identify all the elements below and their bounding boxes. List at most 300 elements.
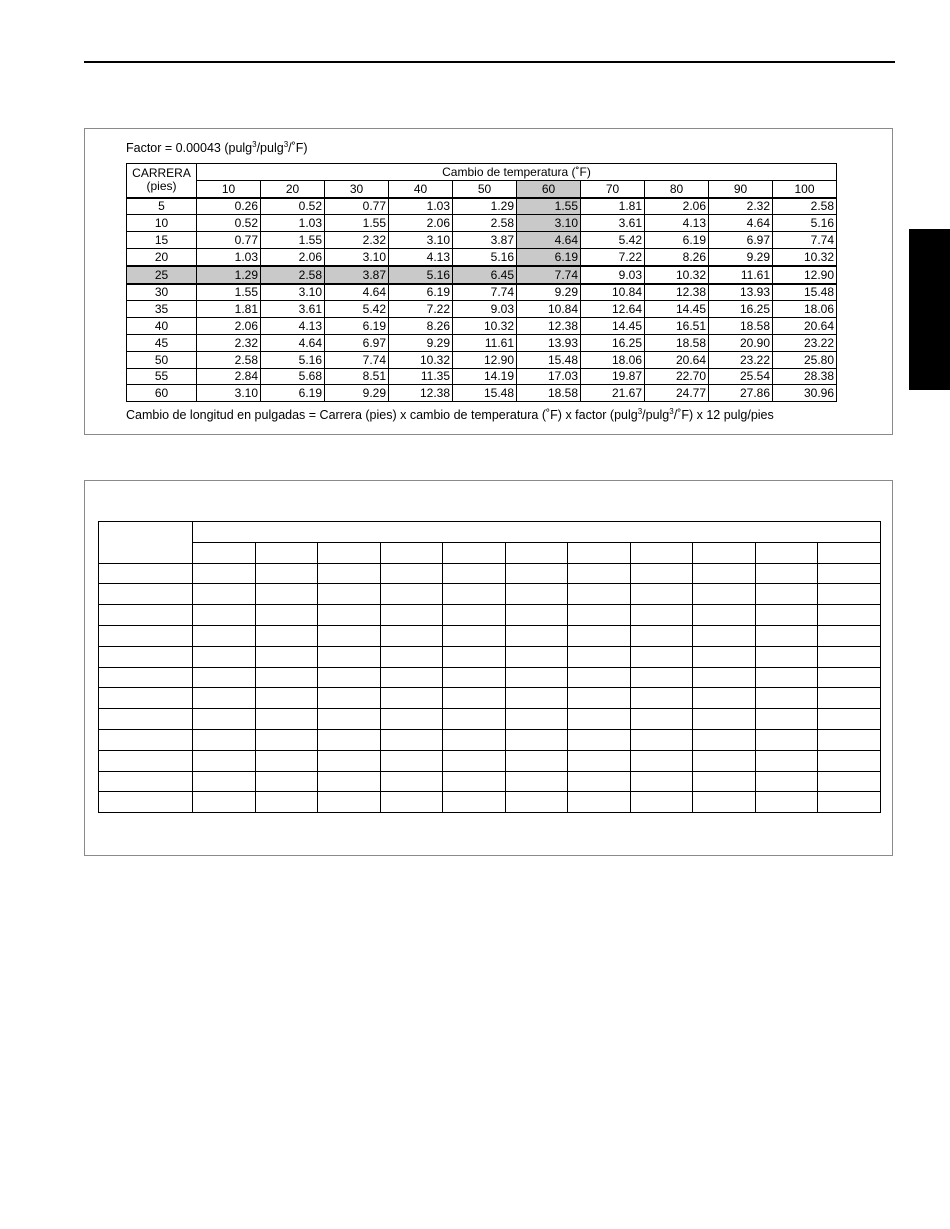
blank-cell	[380, 625, 443, 646]
value-cell: 9.03	[453, 301, 517, 318]
value-cell: 11.35	[389, 368, 453, 385]
value-cell: 12.64	[581, 301, 645, 318]
table-row	[127, 248, 837, 265]
blank-cell	[568, 667, 631, 688]
value-cell: 2.32	[709, 198, 773, 215]
blank-row	[99, 709, 881, 730]
blank-cell	[380, 709, 443, 730]
value-cell: 3.87	[325, 266, 389, 284]
value-cell: 10.32	[389, 351, 453, 368]
value-cell: 13.93	[517, 334, 581, 351]
value-cell: 10.32	[645, 266, 709, 284]
blank-cell	[630, 563, 693, 584]
value-cell: 2.58	[197, 351, 261, 368]
blank-cell	[443, 563, 506, 584]
temp-column-header: 90	[709, 180, 773, 197]
value-cell: 10.84	[581, 284, 645, 301]
blank-cell	[99, 605, 193, 626]
table-row	[127, 215, 837, 232]
blank-cell	[443, 646, 506, 667]
blank-row	[99, 688, 881, 709]
blank-cell	[99, 646, 193, 667]
table-row	[127, 284, 837, 301]
value-cell: 9.03	[581, 266, 645, 284]
carrera-value: 10	[127, 215, 197, 232]
temperature-change-header: Cambio de temperatura (˚F)	[197, 164, 837, 181]
blank-cell	[568, 771, 631, 792]
blank-cell	[318, 584, 381, 605]
blank-row	[99, 584, 881, 605]
formula-note: Cambio de longitud en pulgadas = Carrera (pies) x cambio de temperatura (˚F) x factor (pulg$^3$/pulg$^3$/˚F) x 12 pulg/pies	[126, 407, 774, 422]
value-cell: 11.61	[709, 266, 773, 284]
blank-row	[99, 625, 881, 646]
value-cell: 5.16	[773, 215, 837, 232]
blank-cell	[255, 584, 318, 605]
value-cell: 4.64	[325, 284, 389, 301]
value-cell: 2.84	[197, 368, 261, 385]
value-cell: 6.19	[261, 385, 325, 402]
blank-cell	[630, 709, 693, 730]
value-cell: 1.81	[197, 301, 261, 318]
blank-cell	[255, 646, 318, 667]
blank-row	[99, 792, 881, 813]
blank-cell	[255, 667, 318, 688]
blank-cell	[630, 771, 693, 792]
section-tab-marker	[909, 229, 950, 390]
blank-cell	[755, 667, 818, 688]
thermal-expansion-table	[126, 163, 837, 402]
blank-cell	[318, 667, 381, 688]
blank-cell	[693, 792, 756, 813]
blank-cell	[630, 584, 693, 605]
value-cell: 7.22	[581, 248, 645, 265]
blank-cell	[818, 750, 881, 771]
blank-row	[99, 667, 881, 688]
table-row	[127, 198, 837, 215]
blank-cell	[380, 792, 443, 813]
carrera-value: 25	[127, 266, 197, 284]
blank-cell	[505, 771, 568, 792]
value-cell: 5.16	[453, 248, 517, 265]
blank-cell	[99, 750, 193, 771]
blank-cell	[693, 646, 756, 667]
value-cell: 1.81	[581, 198, 645, 215]
value-cell: 9.29	[389, 334, 453, 351]
value-cell: 11.61	[453, 334, 517, 351]
blank-cell	[755, 625, 818, 646]
value-cell: 1.55	[325, 215, 389, 232]
blank-cell	[630, 667, 693, 688]
value-cell: 1.03	[389, 198, 453, 215]
value-cell: 6.19	[325, 318, 389, 335]
value-cell: 6.19	[389, 284, 453, 301]
value-cell: 18.58	[709, 318, 773, 335]
blank-cell	[818, 667, 881, 688]
blank-cell	[755, 688, 818, 709]
blank-cell	[818, 709, 881, 730]
blank-cell	[380, 729, 443, 750]
value-cell: 25.80	[773, 351, 837, 368]
carrera-value: 55	[127, 368, 197, 385]
blank-cell	[318, 709, 381, 730]
table-row	[127, 351, 837, 368]
value-cell: 1.03	[197, 248, 261, 265]
value-cell: 7.74	[517, 266, 581, 284]
value-cell: 16.25	[709, 301, 773, 318]
carrera-value: 35	[127, 301, 197, 318]
blank-cell	[693, 605, 756, 626]
value-cell: 22.70	[645, 368, 709, 385]
blank-cell	[693, 584, 756, 605]
blank-cell	[755, 792, 818, 813]
table-row	[127, 266, 837, 284]
value-cell: 18.06	[773, 301, 837, 318]
value-cell: 5.42	[325, 301, 389, 318]
blank-cell	[193, 792, 256, 813]
blank-cell	[443, 625, 506, 646]
temp-column-header: 70	[581, 180, 645, 197]
blank-cell	[818, 771, 881, 792]
blank-cell	[630, 792, 693, 813]
value-cell: 0.52	[197, 215, 261, 232]
blank-cell	[255, 792, 318, 813]
blank-cell	[443, 792, 506, 813]
blank-cell	[255, 771, 318, 792]
value-cell: 2.32	[325, 232, 389, 249]
blank-cell	[568, 563, 631, 584]
value-cell: 3.10	[261, 284, 325, 301]
temp-column-header: 40	[389, 180, 453, 197]
value-cell: 27.86	[709, 385, 773, 402]
blank-cell	[818, 563, 881, 584]
value-cell: 12.90	[773, 266, 837, 284]
blank-cell	[505, 729, 568, 750]
blank-cell	[380, 667, 443, 688]
blank-cell	[318, 625, 381, 646]
blank-cell	[755, 729, 818, 750]
value-cell: 12.38	[517, 318, 581, 335]
blank-cell	[193, 709, 256, 730]
blank-cell	[568, 542, 631, 563]
blank-cell	[505, 625, 568, 646]
blank-cell	[568, 792, 631, 813]
value-cell: 0.26	[197, 198, 261, 215]
blank-cell	[630, 605, 693, 626]
value-cell: 18.58	[517, 385, 581, 402]
carrera-value: 40	[127, 318, 197, 335]
value-cell: 13.93	[709, 284, 773, 301]
value-cell: 3.10	[517, 215, 581, 232]
blank-cell	[99, 667, 193, 688]
blank-cell	[193, 542, 256, 563]
blank-header-span-cell	[193, 522, 881, 543]
value-cell: 1.55	[197, 284, 261, 301]
blank-cell	[568, 646, 631, 667]
blank-cell	[443, 688, 506, 709]
blank-cell	[693, 563, 756, 584]
blank-cell	[99, 563, 193, 584]
blank-cell	[818, 542, 881, 563]
blank-cell	[380, 646, 443, 667]
value-cell: 0.77	[325, 198, 389, 215]
blank-cell	[443, 605, 506, 626]
blank-cell	[693, 729, 756, 750]
blank-row	[99, 563, 881, 584]
value-cell: 28.38	[773, 368, 837, 385]
value-cell: 6.97	[325, 334, 389, 351]
blank-cell	[193, 584, 256, 605]
blank-cell	[693, 750, 756, 771]
value-cell: 23.22	[773, 334, 837, 351]
value-cell: 4.13	[261, 318, 325, 335]
blank-cell	[505, 646, 568, 667]
blank-cell	[318, 792, 381, 813]
blank-cell	[755, 542, 818, 563]
temp-column-header: 80	[645, 180, 709, 197]
value-cell: 4.64	[709, 215, 773, 232]
value-cell: 1.55	[261, 232, 325, 249]
value-cell: 2.58	[453, 215, 517, 232]
carrera-value: 60	[127, 385, 197, 402]
blank-cell	[693, 667, 756, 688]
blank-cell	[630, 625, 693, 646]
value-cell: 8.51	[325, 368, 389, 385]
value-cell: 5.16	[261, 351, 325, 368]
blank-cell	[380, 771, 443, 792]
carrera-value: 45	[127, 334, 197, 351]
blank-cell	[443, 771, 506, 792]
blank-cell	[568, 584, 631, 605]
blank-row	[99, 605, 881, 626]
blank-cell	[380, 605, 443, 626]
value-cell: 1.29	[453, 198, 517, 215]
blank-cell	[505, 688, 568, 709]
blank-cell	[99, 771, 193, 792]
value-cell: 6.97	[709, 232, 773, 249]
blank-cell	[318, 688, 381, 709]
value-cell: 19.87	[581, 368, 645, 385]
value-cell: 7.74	[773, 232, 837, 249]
blank-cell	[568, 729, 631, 750]
blank-cell	[255, 709, 318, 730]
blank-cell	[755, 563, 818, 584]
carrera-value: 50	[127, 351, 197, 368]
value-cell: 9.29	[517, 284, 581, 301]
value-cell: 5.16	[389, 266, 453, 284]
value-cell: 2.06	[197, 318, 261, 335]
value-cell: 2.06	[645, 198, 709, 215]
blank-cell	[255, 605, 318, 626]
blank-cell	[693, 709, 756, 730]
carrera-value: 30	[127, 284, 197, 301]
blank-cell	[193, 605, 256, 626]
value-cell: 1.55	[517, 198, 581, 215]
value-cell: 14.19	[453, 368, 517, 385]
temp-column-header: 100	[773, 180, 837, 197]
blank-cell	[505, 605, 568, 626]
blank-header-cell	[99, 522, 193, 564]
blank-cell	[630, 750, 693, 771]
value-cell: 6.19	[517, 248, 581, 265]
blank-cell	[818, 792, 881, 813]
value-cell: 9.29	[709, 248, 773, 265]
blank-cell	[99, 792, 193, 813]
value-cell: 7.22	[389, 301, 453, 318]
value-cell: 7.74	[453, 284, 517, 301]
blank-cell	[505, 542, 568, 563]
blank-cell	[505, 667, 568, 688]
blank-cell	[505, 709, 568, 730]
blank-row	[99, 646, 881, 667]
value-cell: 18.06	[581, 351, 645, 368]
value-cell: 30.96	[773, 385, 837, 402]
value-cell: 4.64	[261, 334, 325, 351]
table-row	[127, 334, 837, 351]
value-cell: 2.32	[197, 334, 261, 351]
blank-cell	[505, 792, 568, 813]
blank-cell	[318, 542, 381, 563]
temp-column-header: 20	[261, 180, 325, 197]
blank-cell	[693, 625, 756, 646]
blank-cell	[99, 688, 193, 709]
blank-cell	[568, 605, 631, 626]
value-cell: 0.52	[261, 198, 325, 215]
blank-cell	[318, 729, 381, 750]
value-cell: 0.77	[197, 232, 261, 249]
blank-cell	[630, 688, 693, 709]
blank-cell	[380, 584, 443, 605]
factor-label: Factor = 0.00043 (pulg$^3$/pulg$^3$/˚F)	[126, 140, 308, 155]
blank-cell	[443, 729, 506, 750]
blank-worksheet-table	[98, 521, 881, 813]
blank-cell	[193, 667, 256, 688]
blank-cell	[443, 542, 506, 563]
blank-cell	[255, 563, 318, 584]
blank-cell	[193, 646, 256, 667]
table-row	[127, 318, 837, 335]
value-cell: 2.58	[261, 266, 325, 284]
value-cell: 4.13	[389, 248, 453, 265]
value-cell: 1.29	[197, 266, 261, 284]
value-cell: 8.26	[389, 318, 453, 335]
temp-column-header: 10	[197, 180, 261, 197]
value-cell: 2.58	[773, 198, 837, 215]
blank-cell	[818, 646, 881, 667]
value-cell: 25.54	[709, 368, 773, 385]
value-cell: 1.03	[261, 215, 325, 232]
blank-cell	[318, 771, 381, 792]
blank-cell	[693, 688, 756, 709]
value-cell: 6.45	[453, 266, 517, 284]
value-cell: 14.45	[645, 301, 709, 318]
blank-cell	[193, 563, 256, 584]
blank-cell	[755, 605, 818, 626]
blank-cell	[755, 771, 818, 792]
blank-cell	[380, 688, 443, 709]
blank-cell	[630, 729, 693, 750]
blank-cell	[99, 584, 193, 605]
value-cell: 7.74	[325, 351, 389, 368]
blank-cell	[568, 709, 631, 730]
table-row	[127, 385, 837, 402]
value-cell: 12.38	[645, 284, 709, 301]
table-row	[127, 368, 837, 385]
blank-cell	[193, 729, 256, 750]
blank-cell	[255, 729, 318, 750]
value-cell: 21.67	[581, 385, 645, 402]
value-cell: 10.84	[517, 301, 581, 318]
blank-cell	[99, 709, 193, 730]
blank-cell	[193, 750, 256, 771]
carrera-header: CARRERA (pies)	[127, 164, 197, 198]
blank-cell	[443, 667, 506, 688]
blank-cell	[255, 688, 318, 709]
blank-cell	[380, 542, 443, 563]
blank-cell	[693, 542, 756, 563]
value-cell: 20.90	[709, 334, 773, 351]
blank-cell	[755, 709, 818, 730]
blank-cell	[99, 729, 193, 750]
value-cell: 15.48	[773, 284, 837, 301]
carrera-value: 15	[127, 232, 197, 249]
blank-cell	[255, 625, 318, 646]
temp-column-header: 60	[517, 180, 581, 197]
value-cell: 18.58	[645, 334, 709, 351]
blank-cell	[568, 625, 631, 646]
blank-cell	[630, 542, 693, 563]
value-cell: 2.06	[261, 248, 325, 265]
blank-cell	[380, 563, 443, 584]
value-cell: 3.61	[261, 301, 325, 318]
blank-cell	[818, 625, 881, 646]
value-cell: 6.19	[645, 232, 709, 249]
blank-cell	[755, 646, 818, 667]
value-cell: 3.87	[453, 232, 517, 249]
blank-cell	[818, 605, 881, 626]
blank-cell	[505, 563, 568, 584]
value-cell: 24.77	[645, 385, 709, 402]
blank-cell	[568, 688, 631, 709]
blank-cell	[755, 750, 818, 771]
value-cell: 3.10	[325, 248, 389, 265]
value-cell: 4.13	[645, 215, 709, 232]
blank-cell	[193, 688, 256, 709]
value-cell: 20.64	[645, 351, 709, 368]
value-cell: 10.32	[453, 318, 517, 335]
blank-cell	[318, 646, 381, 667]
value-cell: 17.03	[517, 368, 581, 385]
value-cell: 23.22	[709, 351, 773, 368]
blank-row	[99, 729, 881, 750]
blank-cell	[693, 771, 756, 792]
blank-cell	[443, 750, 506, 771]
temp-column-header: 50	[453, 180, 517, 197]
table-row	[127, 301, 837, 318]
blank-cell	[99, 625, 193, 646]
blank-cell	[318, 750, 381, 771]
value-cell: 3.61	[581, 215, 645, 232]
blank-cell	[818, 729, 881, 750]
table-row	[127, 232, 837, 249]
reference-table-box	[84, 128, 893, 435]
value-cell: 4.64	[517, 232, 581, 249]
value-cell: 14.45	[581, 318, 645, 335]
value-cell: 2.06	[389, 215, 453, 232]
blank-cell	[318, 563, 381, 584]
blank-cell	[505, 750, 568, 771]
blank-cell	[193, 625, 256, 646]
temp-column-header: 30	[325, 180, 389, 197]
